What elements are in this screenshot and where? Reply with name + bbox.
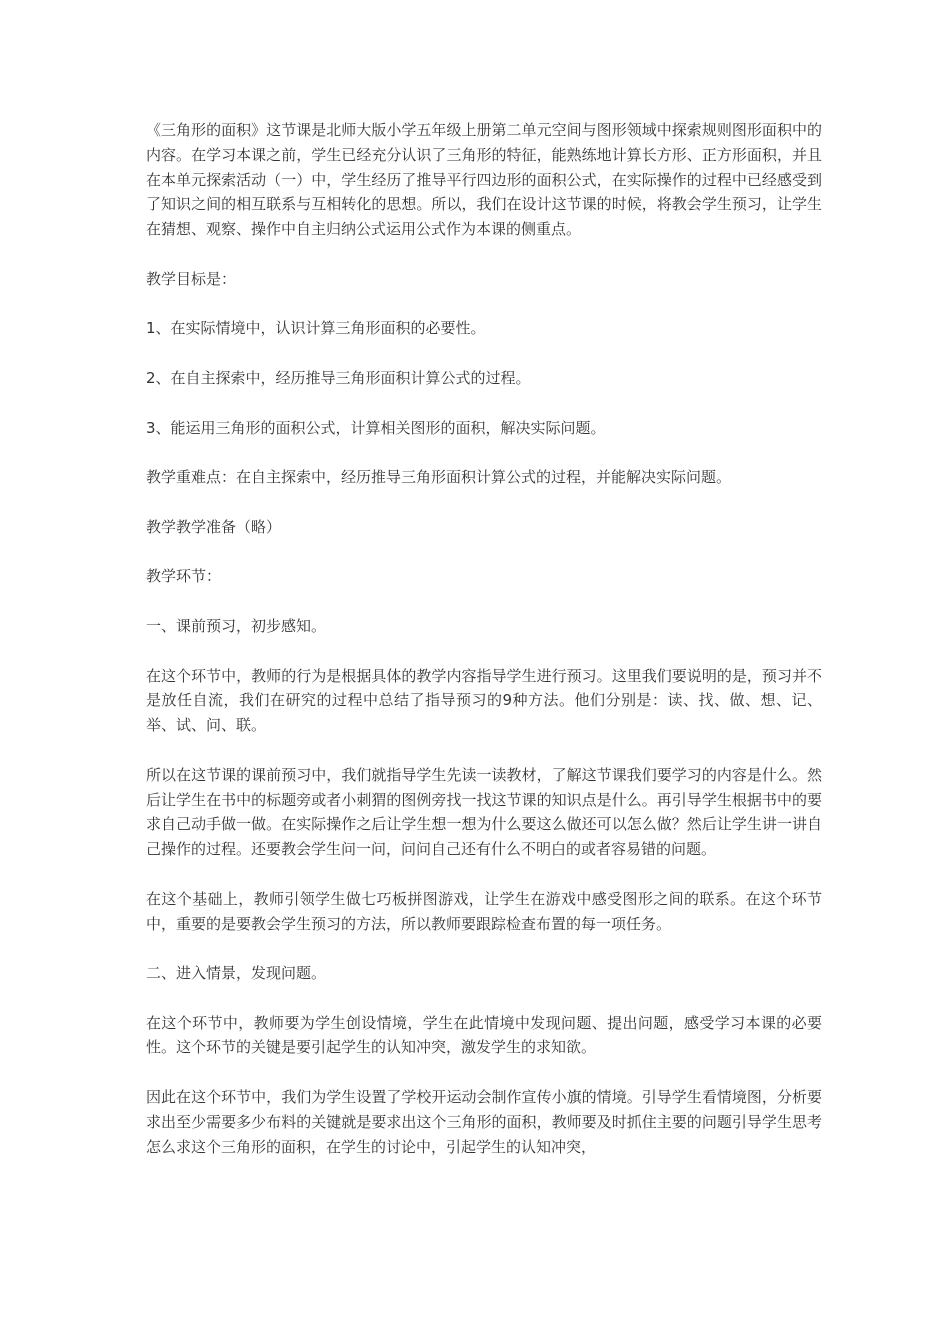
section-2-paragraph-1: 在这个环节中，教师要为学生创设情境，学生在此情境中发现问题、提出问题，感受学习本课的必要性。这个环节的关键是要引起学生的认知冲突，激发学生的求知欲。	[146, 1013, 822, 1057]
section-2-paragraph-2: 因此在这个环节中，我们为学生设置了学校开运动会制作宣传小旗的情境。引导学生看情境图，分析要求出至少需要多少布料的关键就是要求出这个三角形的面积，教师要及时抓住主要的问题引导学生思考怎么求这个三角形的面积，在学生的讨论中，引起学生的认知冲突，	[146, 1088, 822, 1156]
document-body	[146, 118, 822, 1184]
section-1-paragraph-2: 所以在这节课的课前预习中，我们就指导学生先读一读教材，了解这节课我们要学习的内容是什么。然后让学生在书中的标题旁或者小刺猬的图例旁找一找这节课的知识点是什么。再引导学生根据书中的要求自己动手做一做。在实际操作之后让学生想一想为什么要这么做还可以怎么做？然后让学生讲一讲自己操作的过程。还要教会学生问一问，问问自己还有什么不明白的或者容易错的问题。	[146, 765, 822, 859]
section-heading-2: 二、进入情景，发现问题。	[146, 964, 327, 983]
preparation-paragraph: 教学教学准备（略）	[146, 517, 282, 536]
teaching-steps-heading: 教学环节：	[146, 567, 222, 586]
section-1-paragraph-3: 在这个基础上，教师引领学生做七巧板拼图游戏，让学生在游戏中感受图形之间的联系。在这个环节中，重要的是要教会学生预习的方法，所以教师要跟踪检查布置的每一项任务。	[146, 889, 822, 933]
key-difficulty-paragraph: 教学重难点：在自主探索中，经历推导三角形面积计算公式的过程，并能解决实际问题。	[146, 468, 732, 487]
section-1-paragraph-1: 在这个环节中，教师的行为是根据具体的教学内容指导学生进行预习。这里我们要说明的是，预习并不是放任自流，我们在研究的过程中总结了指导预习的9种方法。他们分别是：读、找、做、想、记、举、试、问、联。	[146, 666, 822, 735]
objective-item-2: 2、在自主探索中，经历推导三角形面积计算公式的过程。	[146, 368, 531, 387]
objective-item-1: 1、在实际情境中，认识计算三角形面积的必要性。	[146, 319, 486, 338]
objective-item-3: 3、能运用三角形的面积公式，计算相关图形的面积，解决实际问题。	[146, 418, 606, 437]
section-heading-1: 一、课前预习，初步感知。	[146, 616, 327, 635]
intro-paragraph: 《三角形的面积》这节课是北师大版小学五年级上册第二单元空间与图形领域中探索规则图形面积中的内容。在学习本课之前，学生已经充分认识了三角形的特征，能熟练地计算长方形、正方形面积，并且在本单元探索活动（一）中，学生经历了推导平行四边形的面积公式，在实际操作的过程中已经感受到了知识之间的相互联系与互相转化的思想。所以，我们在设计这节课的时候，将教会学生预习，让学生在猜想、观察、操作中自主归纳公式运用公式作为本课的侧重点。	[146, 121, 822, 239]
objectives-heading: 教学目标是：	[146, 269, 237, 288]
